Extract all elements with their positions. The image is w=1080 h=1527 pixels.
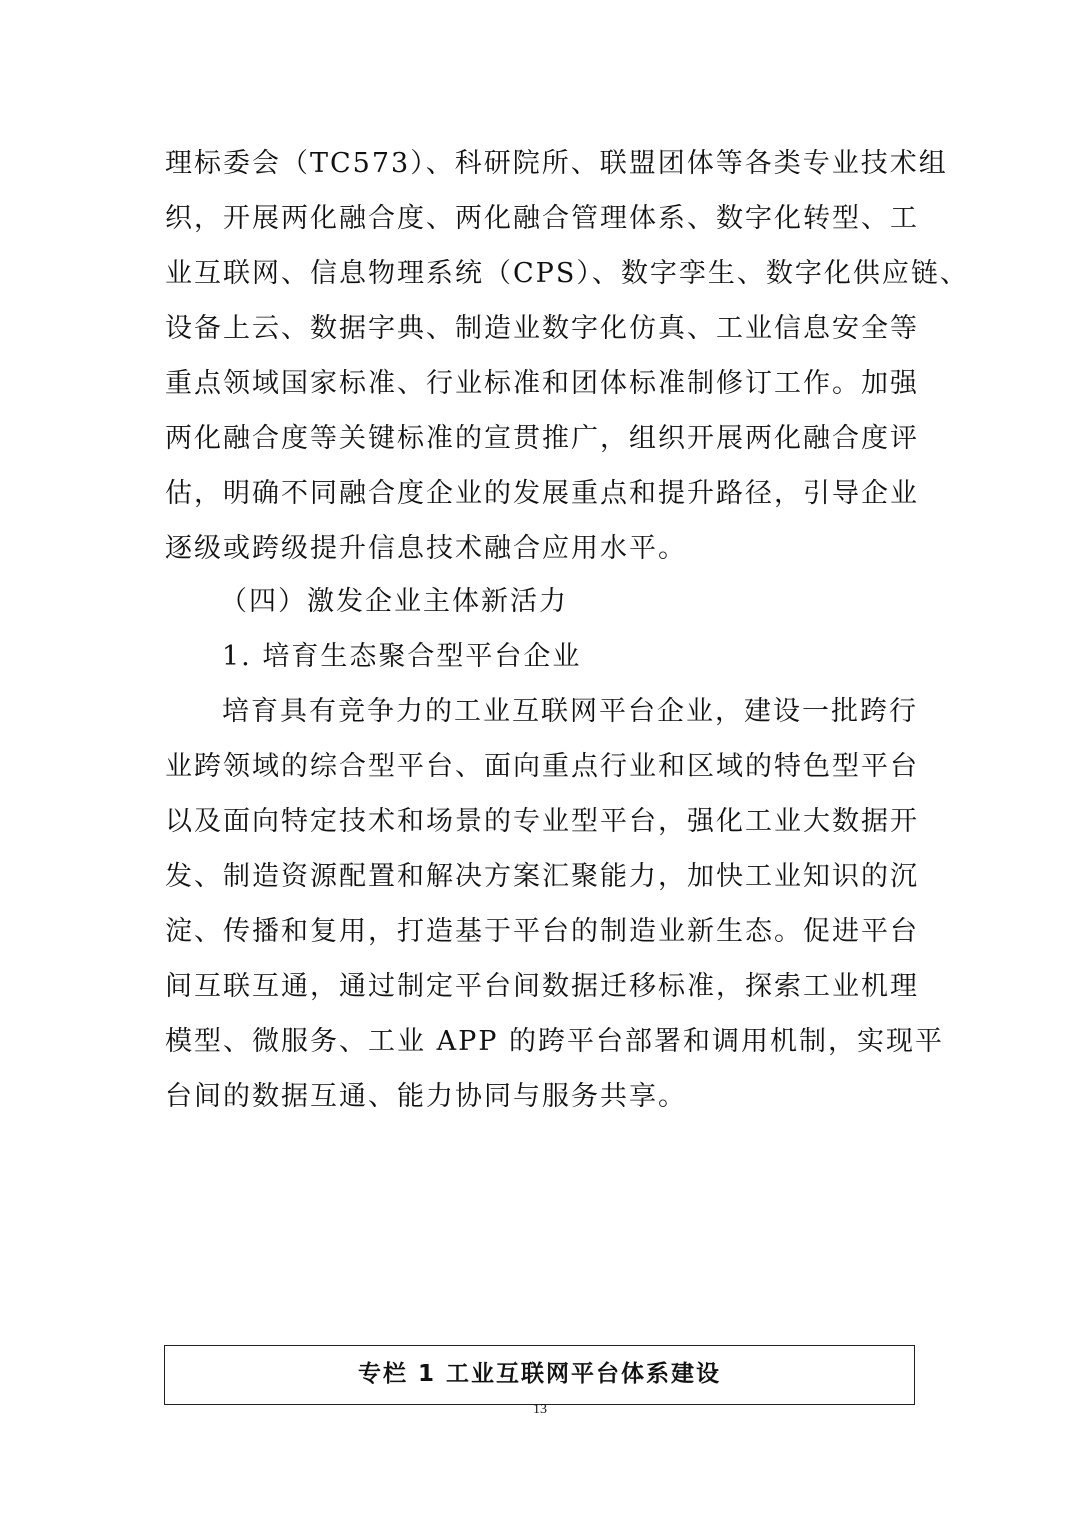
- paragraph1-line: 理标委会（TC573）、科研院所、联盟团体等各类专业技术组: [165, 148, 948, 179]
- paragraph2-line: 台间的数据互通、能力协同与服务共享。: [165, 1081, 687, 1112]
- paragraph2-line: 淀、传播和复用，打造基于平台的制造业新生态。促进平台: [165, 916, 919, 947]
- paragraph1-line: 业互联网、信息物理系统（CPS）、数字孪生、数字化供应链、: [165, 258, 969, 289]
- paragraph1-line: 重点领域国家标准、行业标准和团体标准制修订工作。加强: [165, 368, 919, 399]
- paragraph1-line: 织，开展两化融合度、两化融合管理体系、数字化转型、工: [165, 203, 919, 234]
- sidebar-box: [164, 1345, 915, 1405]
- paragraph2-line: 发、制造资源配置和解决方案汇聚能力，加快工业知识的沉: [165, 861, 919, 892]
- paragraph1-line: 设备上云、数据字典、制造业数字化仿真、工业信息安全等: [165, 313, 919, 344]
- paragraph2-line: 培育具有竞争力的工业互联网平台企业，建设一批跨行: [222, 696, 918, 727]
- section-heading: （四）激发企业主体新活力: [220, 586, 568, 617]
- paragraph2-line: 业跨领域的综合型平台、面向重点行业和区域的特色型平台: [165, 751, 919, 782]
- paragraph2-line: 以及面向特定技术和场景的专业型平台，强化工业大数据开: [165, 806, 919, 837]
- paragraph2-line: 间互联互通，通过制定平台间数据迁移标准，探索工业机理: [165, 971, 919, 1002]
- paragraph1-line: 两化融合度等关键标准的宣贯推广，组织开展两化融合度评: [165, 423, 919, 454]
- paragraph1-line: 估，明确不同融合度企业的发展重点和提升路径，引导企业: [165, 478, 919, 509]
- box-title: 专栏 1 工业互联网平台体系建设: [357, 1361, 722, 1387]
- subsection-heading: 1. 培育生态聚合型平台企业: [222, 641, 582, 672]
- paragraph1-line: 逐级或跨级提升信息技术融合应用水平。: [165, 533, 687, 564]
- paragraph2-line: 模型、微服务、工业 APP 的跨平台部署和调用机制，实现平: [165, 1026, 944, 1057]
- page-number: 13: [533, 1402, 547, 1417]
